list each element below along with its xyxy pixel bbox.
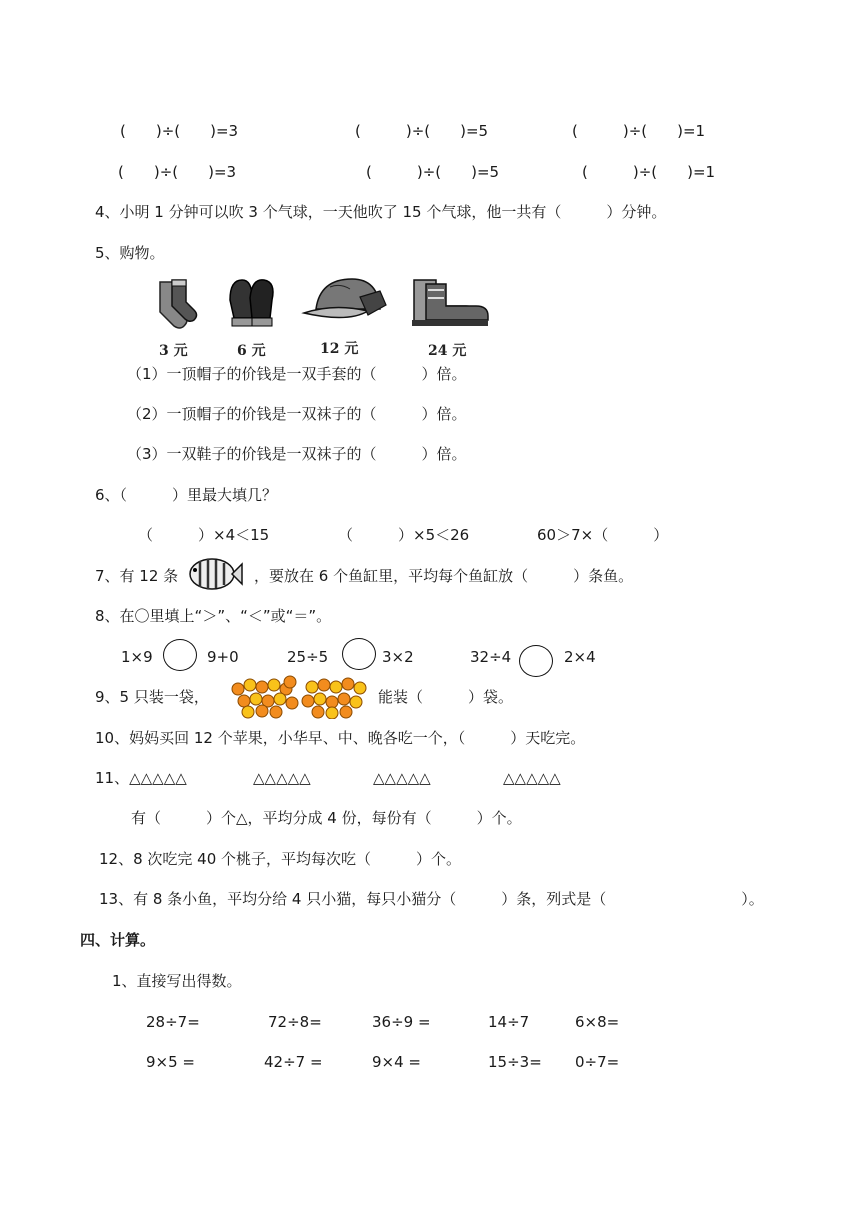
calc-r2-c3: 9×4 = bbox=[372, 1053, 421, 1071]
cap-icon bbox=[300, 273, 390, 337]
gloves-price: 6 元 bbox=[237, 343, 266, 359]
compare-circle-2[interactable] bbox=[342, 638, 376, 670]
section4-title: 四、计算。 bbox=[80, 931, 156, 949]
q6-item3: 60＞7×（ ） bbox=[537, 526, 669, 544]
q5-sub3: （3）一双鞋子的价钱是一双袜子的（ ）倍。 bbox=[127, 445, 467, 463]
q11-group2: △△△△△ bbox=[253, 769, 311, 787]
q11-group1: 11、△△△△△ bbox=[95, 769, 187, 787]
section4-subtitle: 1、直接写出得数。 bbox=[112, 972, 242, 990]
q8-p3-left: 32÷4 bbox=[470, 648, 512, 666]
q8-p1-right: 9+0 bbox=[207, 648, 239, 666]
calc-r2-c2: 42÷7 = bbox=[264, 1053, 323, 1071]
q8-p2-left: 25÷5 bbox=[287, 648, 329, 666]
q5-sub1: （1）一顶帽子的价钱是一双手套的（ ）倍。 bbox=[127, 365, 467, 383]
socks-icon bbox=[150, 278, 200, 337]
calc-r1-c1: 28÷7= bbox=[146, 1013, 200, 1031]
calc-r1-c3: 36÷9 = bbox=[372, 1013, 431, 1031]
shoes-price: 24 元 bbox=[428, 343, 467, 359]
q10-text: 10、妈妈买回 12 个苹果，小华早、中、晚各吃一个，（ ）天吃完。 bbox=[95, 729, 586, 747]
q5-title: 5、购物。 bbox=[95, 244, 165, 262]
q6-title: 6、（ ）里最大填几？ bbox=[95, 486, 278, 504]
socks-price: 3 元 bbox=[159, 343, 188, 359]
shoes-icon bbox=[408, 274, 490, 334]
peaches-icon bbox=[228, 675, 370, 723]
calc-r1-c2: 72÷8= bbox=[268, 1013, 322, 1031]
q11-group3: △△△△△ bbox=[373, 769, 431, 787]
q7-before: 7、有 12 条 bbox=[95, 567, 179, 585]
q9-after: 能装（ ）袋。 bbox=[378, 688, 514, 706]
q13-text: 13、有 8 条小鱼，平均分给 4 只小猫，每只小猫分（ ）条，列式是（ ）。 bbox=[99, 890, 764, 908]
q4-text: 4、小明 1 分钟可以吹 3 个气球，一天他吹了 15 个气球，他一共有（ ）分钟。 bbox=[95, 203, 667, 221]
gloves-icon bbox=[224, 276, 280, 336]
calc-r2-c5: 0÷7= bbox=[575, 1053, 620, 1071]
q3-r2-c1: ( )÷( )=3 bbox=[118, 163, 237, 181]
calc-r2-c1: 9×5 = bbox=[146, 1053, 195, 1071]
q3-r2-c3: ( )÷( )=1 bbox=[582, 163, 716, 181]
q8-title: 8、在〇里填上“＞”、“＜”或“＝”。 bbox=[95, 607, 332, 625]
compare-circle-1[interactable] bbox=[163, 639, 197, 671]
q6-item1: （ ）×4＜15 bbox=[138, 526, 270, 544]
q8-p3-right: 2×4 bbox=[564, 648, 596, 666]
q8-p2-right: 3×2 bbox=[382, 648, 414, 666]
q3-r1-c2: ( )÷( )=5 bbox=[355, 122, 489, 140]
q3-r1-c3: ( )÷( )=1 bbox=[572, 122, 706, 140]
q11-line2: 有（ ）个△，平均分成 4 份，每份有（ ）个。 bbox=[131, 809, 522, 827]
q8-p1-left: 1×9 bbox=[121, 648, 153, 666]
calc-r2-c4: 15÷3= bbox=[488, 1053, 542, 1071]
calc-r1-c4: 14÷7 bbox=[488, 1013, 530, 1031]
fish-icon bbox=[184, 555, 244, 597]
q5-sub2: （2）一顶帽子的价钱是一双袜子的（ ）倍。 bbox=[127, 405, 467, 423]
q11-group4: △△△△△ bbox=[503, 769, 561, 787]
q6-item2: （ ）×5＜26 bbox=[338, 526, 470, 544]
compare-circle-3[interactable] bbox=[519, 645, 553, 677]
q3-r2-c2: ( )÷( )=5 bbox=[366, 163, 500, 181]
q9-before: 9、5 只装一袋， bbox=[95, 688, 209, 706]
cap-price: 12 元 bbox=[320, 341, 359, 357]
q3-r1-c1: ( )÷( )=3 bbox=[120, 122, 239, 140]
calc-r1-c5: 6×8= bbox=[575, 1013, 620, 1031]
q7-after: ，要放在 6 个鱼缸里，平均每个鱼缸放（ ）条鱼。 bbox=[254, 567, 634, 585]
q12-text: 12、8 次吃完 40 个桃子，平均每次吃（ ）个。 bbox=[99, 850, 462, 868]
